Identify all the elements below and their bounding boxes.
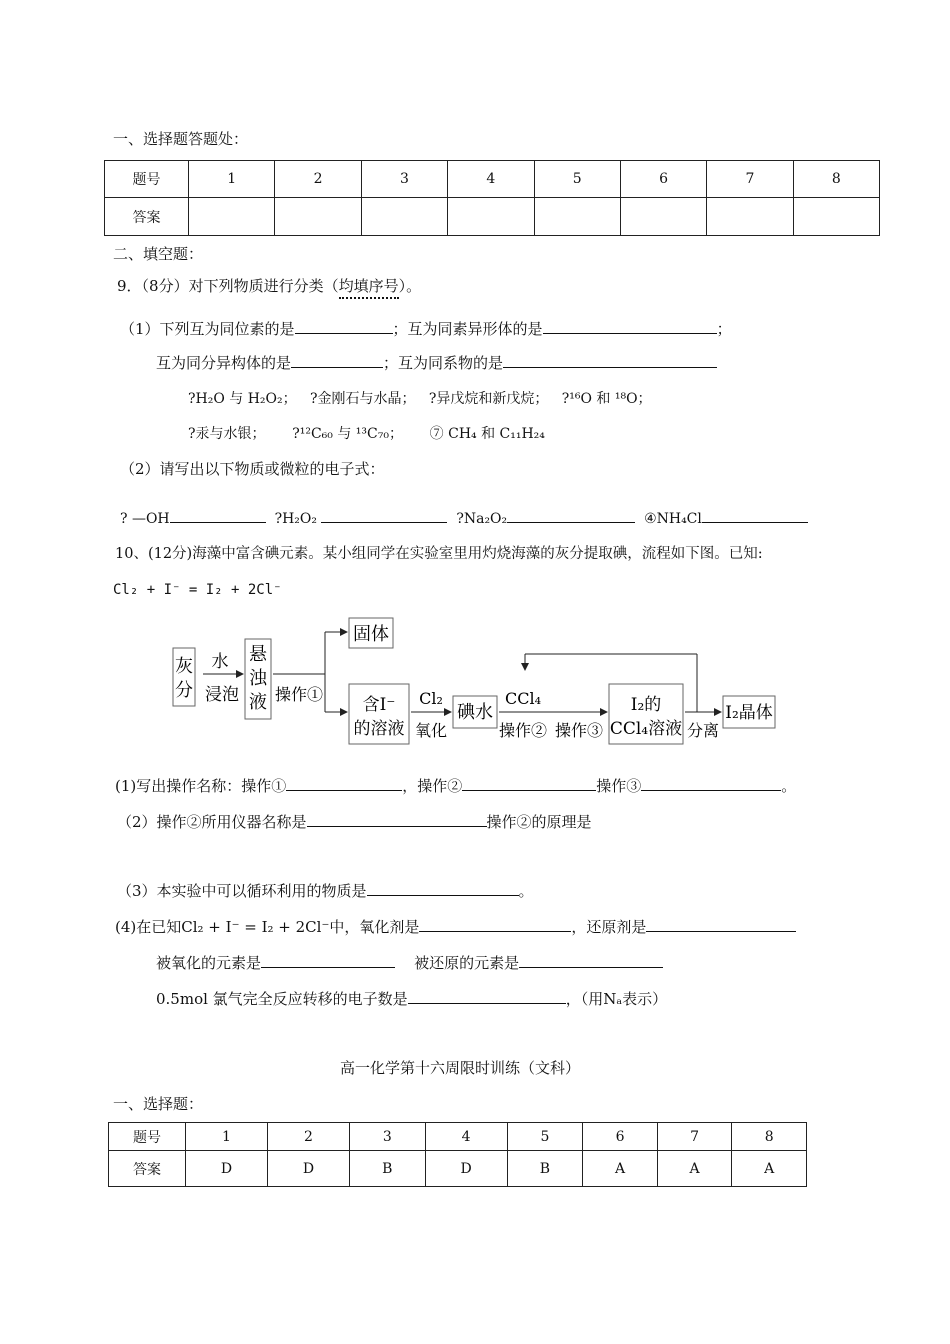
section-title-choice: 一、选择题： [113,1095,204,1113]
i2sol-text: CCl₄溶液 [609,719,683,739]
oxidized-element-blank[interactable] [261,953,395,968]
answer-cell: A [657,1151,732,1187]
question-number: 4 [448,161,534,198]
q10-part2 [117,811,592,832]
s4b: ，还原剂是 [571,918,647,936]
answer-cell: D [186,1151,268,1187]
s5b: 被还原的元素是 [414,954,520,972]
allotrope-blank[interactable] [543,319,717,334]
answer-cell: D [425,1151,507,1187]
op3-label: 操作③ [554,721,604,740]
question-number: 8 [793,161,879,198]
table-row-label: 题号 [105,161,189,198]
s2b: 操作②的原理是 [486,813,592,831]
q10-part4 [115,916,796,937]
table-row-label: 答案 [109,1151,186,1187]
question-number: 3 [361,161,447,198]
q9-items-row1 [188,388,652,408]
q9-homolog-label: ；互为同系物的是 [383,354,504,372]
question-number: 3 [349,1123,425,1151]
question-number: 4 [425,1123,507,1151]
question-number: 8 [732,1123,807,1151]
question-number: 6 [620,161,706,198]
q10-part3 [117,880,534,901]
question-number: 1 [186,1123,268,1151]
q9-tail: ）。 [398,277,422,295]
question-number: 7 [707,161,793,198]
q9-heading [117,275,421,296]
q10-part1 [115,775,796,796]
isomer-blank[interactable] [291,353,383,368]
q9-part2: （2）请写出以下物质或微粒的电子式： [120,460,385,478]
answer-cell[interactable] [707,198,793,236]
s1d: 。 [781,777,797,795]
item: ?H₂O 与 H₂O₂； [188,391,297,407]
na2o2-label: ?Na₂O₂ [456,511,508,527]
ash-text: 分 [175,680,193,701]
q9-allotrope-label: ；互为同素异形体的是 [392,320,543,338]
q9-sep: ； [716,320,732,338]
table-row-label: 答案 [105,198,189,236]
s1b: ，操作② [402,777,463,795]
question-number: 2 [267,1123,349,1151]
recycle-blank[interactable] [367,881,519,896]
item: ?异戊烷和新戊烷； [428,391,549,407]
soak-label: 浸泡 [205,685,239,705]
i2sol-text: I₂的 [630,695,662,715]
answer-cell: B [507,1151,583,1187]
h2o2-label: ?H₂O₂ [274,511,317,527]
question-number: 5 [507,1123,583,1151]
op2-blank[interactable] [462,776,596,791]
answer-cell[interactable] [361,198,447,236]
item: ⑦ CH₄ 和 C₁₁H₂₄ [429,426,545,442]
answer-cell[interactable] [189,198,275,236]
reduced-element-blank[interactable] [519,953,663,968]
oh-blank[interactable] [170,508,266,523]
q10-equation: Cl₂ + I⁻ = I₂ + 2Cl⁻ [113,582,282,598]
answer-cell: D [267,1151,349,1187]
item: ?金刚石与水晶； [309,391,416,407]
oh-label: ? —OH [120,511,170,527]
q9-isotope-label: （1）下列互为同位素的是 [120,320,295,338]
s3b: 。 [518,882,534,900]
q10-heading: 10、(12分)海藻中富含碘元素。某小组同学在实验室里用灼烧海藻的灰分提取碘，流程如下图。已知: [115,546,763,562]
answer-cell[interactable] [534,198,620,236]
crystal-text: I₂晶体 [725,703,773,723]
nh4cl-blank[interactable] [702,508,808,523]
nh4cl-label: ④NH₄Cl [644,511,702,527]
q9-emphasis: 均填序号 [339,277,399,299]
answer-cell: A [732,1151,807,1187]
homolog-blank[interactable] [503,353,717,368]
electron-count-blank[interactable] [408,989,566,1004]
section-title-choice-answer: 一、选择题答题处： [113,130,249,148]
op1-blank[interactable] [286,776,402,791]
oxid-label: 氧化 [414,721,448,740]
answer-cell[interactable] [793,198,879,236]
ccl4-label: CCl₄ [504,689,542,708]
answer-cell[interactable] [448,198,534,236]
iodine-extraction-flowchart [165,612,795,752]
iodide-text: 的溶液 [353,719,405,739]
solid-text: 固体 [353,624,389,645]
item: ?¹²C₆₀ 与 ¹³C₇₀； [292,426,403,442]
answer-cell: A [583,1151,658,1187]
s1a: (1)写出操作名称：操作① [115,777,287,795]
ash-text: 灰 [175,656,193,677]
water-label: 水 [211,652,229,672]
reductant-blank[interactable] [646,917,796,932]
question-number: 5 [534,161,620,198]
op2-label: 操作② [498,721,548,740]
susp-text: 悬 [249,644,267,665]
q9-electron-formula-row [120,508,808,527]
cl2-label: Cl₂ [419,689,443,708]
answer-cell[interactable] [620,198,706,236]
na2o2-blank[interactable] [507,508,635,523]
s4a: (4)在已知Cl₂ + I⁻ = I₂ + 2Cl⁻中，氧化剂是 [115,918,420,936]
q9-part1-line2 [156,352,717,373]
s3a: （3）本实验中可以循环利用的物质是 [117,882,367,900]
item: ?¹⁶O 和 ¹⁸O； [561,391,652,407]
s2a: （2）操作②所用仪器名称是 [117,813,307,831]
isotope-blank[interactable] [295,319,393,334]
h2o2-blank[interactable] [321,508,447,523]
answer-key-title: 高一化学第十六周限时训练（文科） [340,1059,581,1077]
op3-blank[interactable] [641,776,781,791]
susp-text: 液 [249,692,267,713]
question-number: 2 [275,161,361,198]
question-number: 6 [583,1123,658,1151]
table-row-label: 题号 [109,1123,186,1151]
s6b: ，（用Nₐ表示） [565,990,668,1008]
section-title-fill: 二、填空题： [113,245,204,263]
answer-cell: B [349,1151,425,1187]
q9-part1-line1 [120,318,732,339]
iodide-text: 含I⁻ [362,695,396,715]
oxidant-blank[interactable] [419,917,571,932]
question-number: 1 [189,161,275,198]
q10-part4-line3 [156,988,667,1009]
item: ?汞与水银； [188,426,266,442]
iodwater-text: 碘水 [457,702,493,723]
question-number: 7 [657,1123,732,1151]
s1c: 操作③ [596,777,642,795]
s6a: 0.5mol 氯气完全反应转移的电子数是 [156,990,408,1008]
sep-label: 分离 [686,721,720,740]
s5a: 被氧化的元素是 [156,954,262,972]
q10-part4-line2 [156,952,663,973]
answer-table-blank [104,160,880,236]
q9-head: 9．（8分）对下列物质进行分类（ [117,277,339,295]
q9-items-row2 [188,423,545,443]
susp-text: 浊 [249,668,267,689]
op1-label: 操作① [274,685,324,704]
answer-cell[interactable] [275,198,361,236]
q9-isomer-label: 互为同分异构体的是 [156,354,292,372]
answer-table-key [108,1122,807,1187]
instrument-blank[interactable] [307,812,487,827]
